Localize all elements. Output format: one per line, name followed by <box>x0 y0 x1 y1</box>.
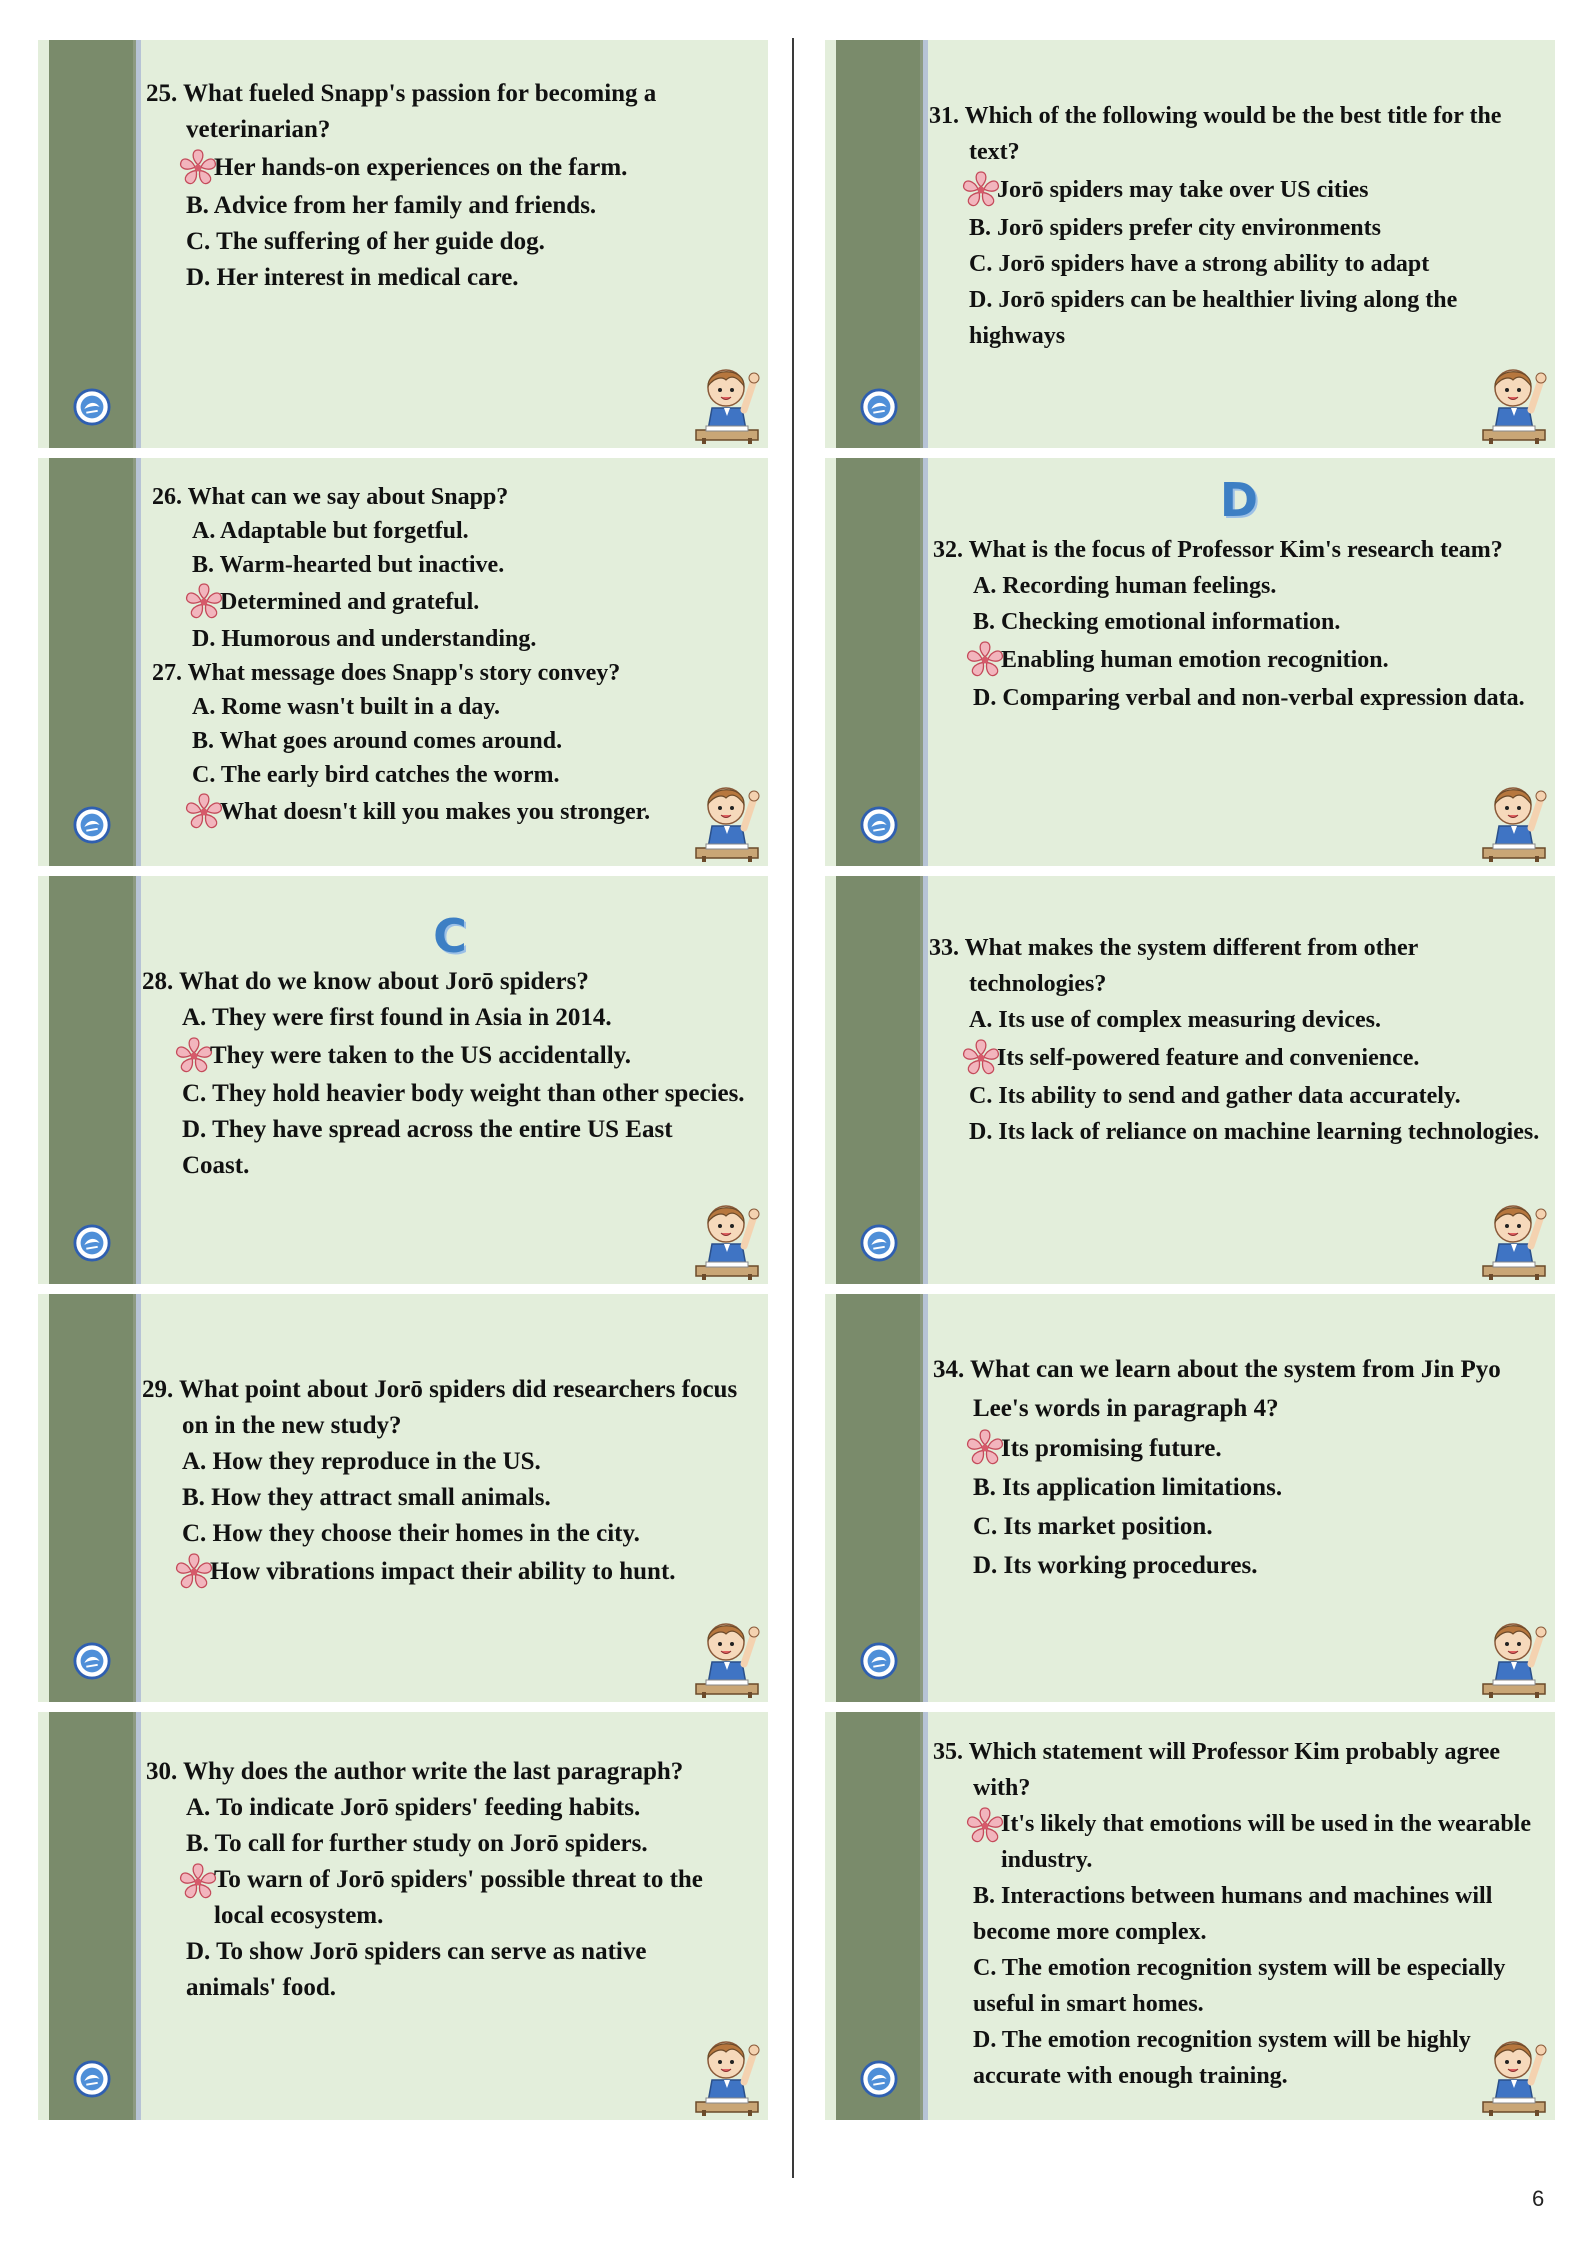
option-d: D. Its working procedures. <box>973 1552 1258 1579</box>
card-stripe <box>920 876 928 1284</box>
question-text: 26. What can we say about Snapp? <box>152 484 509 510</box>
option-d: D. They have spread across the entire US East Coast. <box>182 1116 673 1179</box>
question-text: 27. What message does Snapp's story convey? <box>152 660 621 686</box>
question-text: 30. Why does the author write the last paragraph? <box>146 1758 684 1785</box>
option-b: B. Checking emotional information. <box>973 609 1341 635</box>
card-stripe <box>920 40 928 448</box>
answer-option: Determined and grateful. <box>152 582 758 622</box>
answer-option: Her hands-on experiences on the farm. <box>146 148 758 188</box>
card-stripe <box>133 458 141 866</box>
section-letter: C <box>433 909 467 963</box>
card-sidebar <box>836 458 920 866</box>
school-logo-icon <box>860 1642 898 1680</box>
card-sidebar <box>49 40 133 448</box>
option-d: D. Comparing verbal and non-verbal expression data. <box>973 685 1525 711</box>
option-b: B. Advice from her family and friends. <box>186 192 597 219</box>
card-sidebar <box>836 1294 920 1702</box>
card-stripe <box>920 1294 928 1702</box>
option-b: B. Interactions between humans and machines will become more complex. <box>973 1883 1493 1945</box>
option-b: B. How they attract small animals. <box>182 1484 551 1511</box>
card-sidebar <box>49 458 133 866</box>
question-card-29 <box>38 1294 768 1702</box>
question-card-28 <box>38 876 768 1284</box>
answer-option: Jorō spiders may take over US cities <box>929 170 1545 210</box>
school-logo-icon <box>860 388 898 426</box>
answer-option: Its self-powered feature and convenience. <box>929 1038 1545 1078</box>
column-divider <box>792 38 794 2178</box>
question-text: 32. What is the focus of Professor Kim's research team? <box>933 537 1503 563</box>
question-card-30 <box>38 1712 768 2120</box>
question-card-26-27 <box>38 458 768 866</box>
question-card-35 <box>825 1712 1555 2120</box>
school-logo-icon <box>73 1224 111 1262</box>
option-b: B. What goes around comes around. <box>192 728 563 754</box>
card-sidebar <box>49 1712 133 2120</box>
option-a: A. How they reproduce in the US. <box>182 1448 541 1475</box>
school-logo-icon <box>73 806 111 844</box>
school-logo-icon <box>73 388 111 426</box>
question-card-33 <box>825 876 1555 1284</box>
question-text: 34. What can we learn about the system from Jin Pyo Lee's words in paragraph 4? <box>933 1356 1501 1422</box>
card-stripe <box>920 458 928 866</box>
section-letter: D <box>1219 473 1259 527</box>
school-logo-icon <box>860 806 898 844</box>
option-a: A. They were first found in Asia in 2014. <box>182 1004 612 1031</box>
question-text: 31. Which of the following would be the best title for the text? <box>929 103 1502 165</box>
card-stripe <box>133 1712 141 2120</box>
option-b: B. Warm-hearted but inactive. <box>192 552 505 578</box>
answer-option: To warn of Jorō spiders' possible threat to the local ecosystem. <box>146 1862 758 1934</box>
school-logo-icon <box>73 1642 111 1680</box>
card-sidebar <box>836 1712 920 2120</box>
card-sidebar <box>836 40 920 448</box>
option-d: D. Humorous and understanding. <box>192 626 537 652</box>
school-logo-icon <box>860 1224 898 1262</box>
question-text: 29. What point about Jorō spiders did researchers focus on in the new study? <box>142 1376 738 1439</box>
answer-option: What doesn't kill you makes you stronger. <box>152 792 758 832</box>
question-text: 25. What fueled Snapp's passion for becoming a veterinarian? <box>146 80 657 143</box>
answer-option: How vibrations impact their ability to hunt. <box>142 1552 758 1592</box>
option-a: A. To indicate Jorō spiders' feeding habits. <box>186 1794 641 1821</box>
option-d: D. To show Jorō spiders can serve as native animals' food. <box>186 1938 647 2001</box>
card-sidebar <box>49 876 133 1284</box>
option-c: C. How they choose their homes in the city. <box>182 1520 640 1547</box>
question-card-32 <box>825 458 1555 866</box>
option-c: C. The emotion recognition system will be especially useful in smart homes. <box>973 1955 1506 2017</box>
card-stripe <box>133 40 141 448</box>
card-sidebar <box>836 876 920 1284</box>
answer-option: Its promising future. <box>933 1428 1545 1468</box>
page-number: 6 <box>1532 2186 1545 2211</box>
option-c: C. They hold heavier body weight than other species. <box>182 1080 745 1107</box>
question-text: 28. What do we know about Jorō spiders? <box>142 968 589 995</box>
option-a: A. Recording human feelings. <box>973 573 1277 599</box>
answer-option: It's likely that emotions will be used in the wearable industry. <box>933 1806 1545 1878</box>
question-text: 35. Which statement will Professor Kim probably agree with? <box>933 1739 1501 1801</box>
option-b: B. Jorō spiders prefer city environments <box>969 215 1381 241</box>
option-d: D. The emotion recognition system will be highly accurate with enough training. <box>973 2027 1471 2089</box>
question-card-34 <box>825 1294 1555 1702</box>
school-logo-icon <box>73 2060 111 2098</box>
option-c: C. The early bird catches the worm. <box>192 762 560 788</box>
card-sidebar <box>49 1294 133 1702</box>
option-a: A. Rome wasn't built in a day. <box>192 694 501 720</box>
option-c: C. Its market position. <box>973 1513 1213 1540</box>
card-stripe <box>133 876 141 1284</box>
option-b: B. To call for further study on Jorō spiders. <box>186 1830 648 1857</box>
question-card-25 <box>38 40 768 448</box>
option-b: B. Its application limitations. <box>973 1474 1283 1501</box>
option-d: D. Jorō spiders can be healthier living along the highways <box>969 287 1458 349</box>
option-c: C. The suffering of her guide dog. <box>186 228 545 255</box>
school-logo-icon <box>860 2060 898 2098</box>
question-card-31 <box>825 40 1555 448</box>
answer-option: They were taken to the US accidentally. <box>142 1036 758 1076</box>
option-c: C. Its ability to send and gather data accurately. <box>969 1083 1461 1109</box>
card-stripe <box>133 1294 141 1702</box>
option-c: C. Jorō spiders have a strong ability to adapt <box>969 251 1430 277</box>
option-d: D. Her interest in medical care. <box>186 264 519 291</box>
option-a: A. Adaptable but forgetful. <box>192 518 469 544</box>
answer-option: Enabling human emotion recognition. <box>933 640 1545 680</box>
option-d: D. Its lack of reliance on machine learning technologies. <box>969 1119 1540 1145</box>
card-stripe <box>920 1712 928 2120</box>
question-text: 33. What makes the system different from other technologies? <box>929 935 1418 997</box>
option-a: A. Its use of complex measuring devices. <box>969 1007 1381 1033</box>
